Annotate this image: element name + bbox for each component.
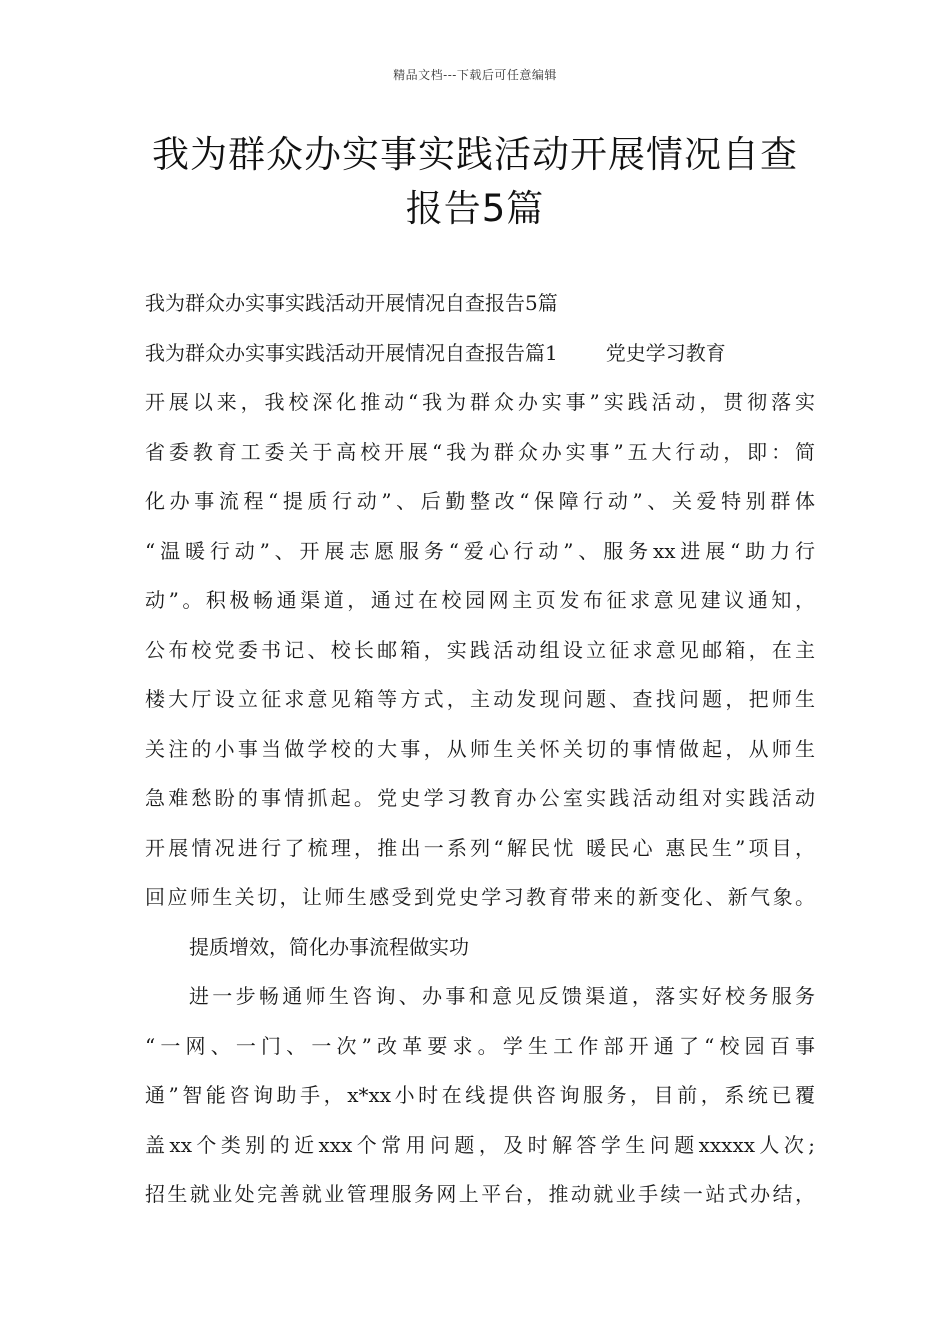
paragraph-line: 回应师生关切，让师生感受到党史学习教育带来的新变化、新气象。	[145, 885, 815, 909]
paragraph-start: 党史学习教育	[605, 340, 726, 365]
subheading-line: 提质增效，简化办事流程做实功	[189, 934, 469, 959]
title-line-2: 报告5篇	[405, 187, 545, 230]
paragraph-line: 动”。积极畅通渠道，通过在校园网主页发布征求意见建议通知，	[145, 588, 815, 612]
section-heading: 我为群众办实事实践活动开展情况自查报告篇1	[145, 340, 558, 365]
header-note: 精品文档---下载后可任意编辑	[393, 68, 557, 82]
document-body	[145, 279, 815, 1220]
paragraph-line: 通”智能咨询助手，x*xx小时在线提供咨询服务，目前，系统已覆	[145, 1083, 815, 1107]
paragraph-line: 公布校党委书记、校长邮箱，实践活动组设立征求意见邮箱，在主	[145, 637, 815, 662]
paragraph-line: 急难愁盼的事情抓起。党史学习教育办公室实践活动组对实践活动	[145, 786, 815, 810]
paragraph-line: 招生就业处完善就业管理服务网上平台，推动就业手续一站式办结，	[145, 1182, 815, 1206]
title-line-1: 我为群众办实事实践活动开展情况自查	[152, 133, 798, 176]
document-title	[100, 128, 850, 236]
paragraph-line: 化办事流程“提质行动”、后勤整改“保障行动”、关爱特别群体	[145, 489, 815, 513]
paragraph-line: “温暖行动”、开展志愿服务“爱心行动”、服务xx进展“助力行	[145, 538, 815, 563]
paragraph-line: 省委教育工委关于高校开展“我为群众办实事”五大行动，即：简	[145, 439, 815, 464]
section-heading-line	[145, 329, 815, 379]
paragraph-line: 关注的小事当做学校的大事，从师生关怀关切的事情做起，从师生	[145, 736, 815, 761]
paragraph-line: 开展情况进行了梳理，推出一系列“解民忧 暖民心 惠民生”项目，	[145, 835, 815, 860]
paragraph-line: 开展以来，我校深化推动“我为群众办实事”实践活动，贯彻落实	[145, 390, 815, 414]
subtitle-line: 我为群众办实事实践活动开展情况自查报告5篇	[145, 291, 558, 315]
paragraph-line: 盖xx个类别的近xxx个常用问题，及时解答学生问题xxxxx人次;	[145, 1132, 815, 1157]
paragraph-line: 进一步畅通师生咨询、办事和意见反馈渠道，落实好校务服务	[189, 984, 815, 1008]
paragraph-line: 楼大厅设立征求意见箱等方式，主动发现问题、查找问题，把师生	[145, 687, 815, 711]
paragraph-line: “一网、一门、一次”改革要求。学生工作部开通了“校园百事	[145, 1033, 815, 1058]
